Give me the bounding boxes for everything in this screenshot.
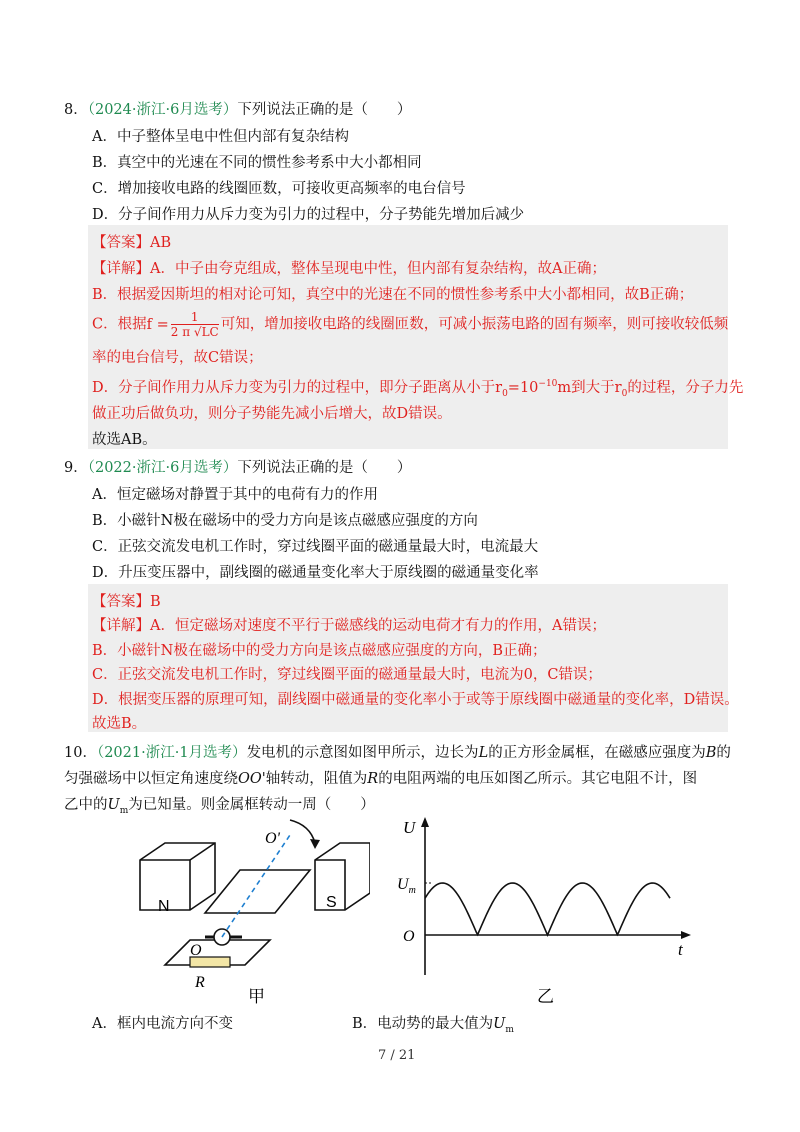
frequency-formula: f = $\frac{1}{2 \pi √LC}$	[146, 310, 219, 339]
magnet-s-body	[315, 843, 370, 910]
label-n: N	[158, 898, 170, 915]
q9-stem-line	[64, 456, 411, 477]
q8-detail-6: 做正功后做负功，则分子势能先减小后增大，故D错误。	[92, 406, 452, 422]
var-Um-sub: m	[119, 805, 129, 816]
var-OO: OO'	[238, 771, 266, 787]
q10-stem-2a: 匀强磁场中以恒定角速度绕	[64, 771, 238, 787]
q10-number: 10．	[64, 745, 97, 761]
q9-detail-2: B．小磁针N极在磁场中的受力方向是该点磁感应强度的方向，B正确；	[92, 643, 547, 659]
q10-option-b-u: U	[493, 1016, 506, 1032]
q10-stem-3b: 为已知量。则金属框转动一周（ ）	[128, 797, 375, 813]
um-tick-label	[397, 876, 416, 896]
formula-denominator-b: LC	[201, 325, 219, 339]
q8-detail-3-pre: C．根据	[92, 316, 147, 333]
r0-sub: 0	[502, 388, 508, 399]
q9-option-b[interactable]: B．小磁针N极在磁场中的受力方向是该点磁感应强度的方向	[92, 513, 478, 529]
q8-detail-5	[92, 376, 743, 399]
metal-frame	[205, 870, 310, 913]
q9-answer: 【答案】B	[92, 594, 161, 610]
q8-option-d[interactable]: D．分子间作用力从斥力变为引力的过程中，分子势能先增加后减少	[92, 207, 525, 223]
q10-stem-2b: 轴转动，阻值为	[265, 771, 368, 787]
q8-detail-5-pre: D．分子间作用力从斥力变为引力的过程中，即分子距离从小于	[92, 380, 496, 396]
q8-detail-3-post: 可知，增加接收电路的线圈匝数，可减小振荡电路的固有频率，则可接收较低频	[220, 316, 729, 333]
r0-letter-2: r	[614, 380, 622, 396]
label-o: O	[190, 942, 202, 959]
label-r: R	[195, 974, 205, 991]
r0-symbol	[495, 380, 508, 399]
q10-stem-line-1	[64, 741, 731, 762]
q8-option-c[interactable]: C．增加接收电路的线圈匝数，可接收更高频率的电台信号	[92, 181, 466, 197]
q10-option-b-text: B．电动势的最大值为	[352, 1016, 494, 1032]
q10-stem-line-3	[64, 793, 375, 816]
q9-number: 9．	[64, 460, 88, 476]
q8-detail-3	[92, 310, 728, 339]
y-axis-arrow	[421, 817, 429, 827]
y-axis-label: U	[403, 818, 416, 837]
eq-exp: −10	[538, 379, 558, 390]
eq-value: =10	[507, 380, 539, 396]
q10-source: （2021·浙江·1月选考）	[96, 745, 247, 761]
q10-stem-1b: 的正方形金属框，在磁感应强度为	[488, 745, 706, 761]
formula-lhs: f =	[146, 316, 169, 333]
um-sub: m	[408, 885, 416, 896]
q8-detail-5-mid: 到大于	[571, 380, 615, 396]
q8-option-a[interactable]: A．中子整体呈电中性但内部有复杂结构	[92, 129, 349, 145]
q9-detail-1: 【详解】A．恒定磁场对速度不平行于磁感线的运动电荷才有力的作用，A错误；	[92, 618, 606, 634]
q10-option-a[interactable]: A．框内电流方向不变	[92, 1016, 233, 1032]
q9-option-a[interactable]: A．恒定磁场对静置于其中的电荷有力的作用	[92, 487, 378, 503]
q9-stem: 下列说法正确的是（ ）	[237, 460, 412, 476]
r0-symbol-2	[614, 380, 628, 399]
x-axis-label: t	[678, 940, 683, 959]
q8-option-b[interactable]: B．真空中的光速在不同的惯性参考系中大小都相同	[92, 155, 422, 171]
formula-denominator-a: 2 π	[170, 325, 194, 339]
eq-unit: m	[557, 380, 572, 396]
var-B: B	[705, 745, 717, 761]
q8-detail-5-post: 的过程，分子力先	[627, 380, 744, 396]
q9-detail-4: D．根据变压器的原理可知，副线圈中磁通量的变化率小于或等于原线圈中磁通量的变化率，D错误。	[92, 692, 739, 708]
page-number: 7 / 21	[378, 1048, 416, 1063]
q10-option-b[interactable]	[352, 1012, 514, 1035]
label-s: S	[326, 894, 337, 911]
q8-source: （2024·浙江·6月选考）	[87, 102, 238, 118]
caption-yi: 乙	[537, 987, 554, 1005]
q8-answer: 【答案】AB	[92, 235, 172, 251]
var-R: R	[367, 771, 379, 787]
q9-conclusion: 故选B。	[92, 716, 147, 732]
origin-label: O	[403, 928, 415, 945]
label-o-prime: O'	[265, 830, 280, 847]
q9-option-d[interactable]: D．升压变压器中，副线圈的磁通量变化率大于原线圈的磁通量变化率	[92, 565, 539, 581]
q10-stem-2c: 的电阻两端的电压如图乙所示。其它电阻不计，图	[378, 771, 698, 787]
q8-detail-4: 率的电台信号，故C错误；	[92, 350, 263, 366]
q8-stem-line	[64, 98, 411, 119]
voltage-curve	[425, 883, 670, 935]
var-Um: U	[107, 797, 120, 813]
x-axis-arrow	[681, 931, 691, 939]
q10-stem-line-2	[64, 767, 697, 788]
r0-letter: r	[495, 380, 503, 396]
q8-detail-1: 【详解】A．中子由夸克组成，整体呈现电中性，但内部有复杂结构，故A正确；	[92, 261, 606, 277]
q10-stem-3a: 乙中的	[64, 797, 108, 813]
q10-stem-1a: 发电机的示意图如图甲所示，边长为	[246, 745, 479, 761]
um-letter: U	[397, 876, 409, 893]
r0-sub-2: 0	[621, 388, 628, 399]
q10-stem-1c: 的	[716, 745, 731, 761]
q8-stem: 下列说法正确的是（ ）	[237, 102, 412, 118]
formula-numerator: 1	[171, 310, 219, 325]
q8-number: 8．	[64, 102, 88, 118]
q8-detail-2: B．根据爱因斯坦的相对论可知，真空中的光速在不同的惯性参考系中大小都相同，故B正确；	[92, 287, 694, 303]
caption-jia: 甲	[248, 987, 265, 1005]
q9-source: （2022·浙江·6月选考）	[87, 460, 238, 476]
magnet-n-body	[140, 843, 215, 910]
q10-option-b-sub: m	[505, 1024, 514, 1035]
q9-detail-3: C．正弦交流发电机工作时，穿过线圈平面的磁通量最大时，电流为0，C错误；	[92, 667, 602, 683]
q9-option-c[interactable]: C．正弦交流发电机工作时，穿过线圈平面的磁通量最大时，电流最大	[92, 539, 539, 555]
var-L: L	[478, 745, 489, 761]
voltage-chart	[395, 815, 695, 1005]
q8-conclusion: 故选AB。	[92, 432, 157, 448]
generator-figure	[130, 815, 370, 1005]
